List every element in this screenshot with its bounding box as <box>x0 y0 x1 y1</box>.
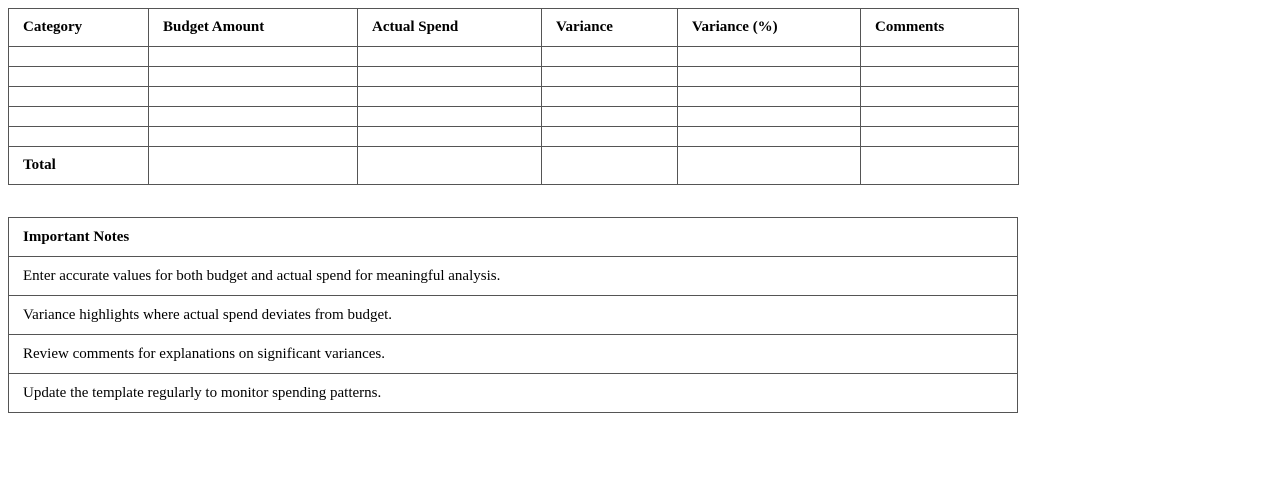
note-row <box>9 335 1018 374</box>
table-cell[interactable] <box>9 67 149 87</box>
note-row <box>9 374 1018 413</box>
table-row <box>9 87 1019 107</box>
table-cell[interactable] <box>861 67 1019 87</box>
header-row <box>9 9 1019 47</box>
table-cell[interactable] <box>358 127 542 147</box>
note-item: Enter accurate values for both budget and actual spend for meaningful analysis. <box>9 257 1018 296</box>
table-cell[interactable] <box>542 107 678 127</box>
table-cell[interactable] <box>861 127 1019 147</box>
header-budget-amount: Budget Amount <box>149 9 358 47</box>
table-cell[interactable] <box>861 87 1019 107</box>
table-cell[interactable] <box>678 47 861 67</box>
table-cell[interactable] <box>358 47 542 67</box>
header-category: Category <box>9 9 149 47</box>
table-row <box>9 67 1019 87</box>
table-cell[interactable] <box>149 47 358 67</box>
total-row <box>9 147 1019 185</box>
table-cell[interactable] <box>678 107 861 127</box>
table-cell[interactable] <box>149 87 358 107</box>
note-row <box>9 296 1018 335</box>
table-cell[interactable] <box>861 47 1019 67</box>
budget-table <box>8 8 1019 185</box>
total-actual-spend-cell[interactable] <box>358 147 542 185</box>
header-variance-percent: Variance (%) <box>678 9 861 47</box>
note-item: Review comments for explanations on significant variances. <box>9 335 1018 374</box>
important-notes-table <box>8 217 1018 413</box>
table-cell[interactable] <box>149 127 358 147</box>
table-cell[interactable] <box>149 107 358 127</box>
note-item: Update the template regularly to monitor spending patterns. <box>9 374 1018 413</box>
table-cell[interactable] <box>678 127 861 147</box>
total-label: Total <box>9 147 149 185</box>
total-budget-amount-cell[interactable] <box>149 147 358 185</box>
header-actual-spend: Actual Spend <box>358 9 542 47</box>
table-cell[interactable] <box>542 87 678 107</box>
table-cell[interactable] <box>9 47 149 67</box>
notes-header-row <box>9 218 1018 257</box>
total-variance-percent-cell[interactable] <box>678 147 861 185</box>
table-cell[interactable] <box>861 107 1019 127</box>
note-row <box>9 257 1018 296</box>
table-cell[interactable] <box>358 107 542 127</box>
total-variance-cell[interactable] <box>542 147 678 185</box>
table-cell[interactable] <box>9 87 149 107</box>
header-comments: Comments <box>861 9 1019 47</box>
table-cell[interactable] <box>149 67 358 87</box>
table-cell[interactable] <box>678 67 861 87</box>
table-row <box>9 107 1019 127</box>
table-cell[interactable] <box>9 107 149 127</box>
table-cell[interactable] <box>542 127 678 147</box>
header-variance: Variance <box>542 9 678 47</box>
table-row <box>9 127 1019 147</box>
notes-title: Important Notes <box>9 218 1018 257</box>
table-row <box>9 47 1019 67</box>
total-comments-cell[interactable] <box>861 147 1019 185</box>
table-cell[interactable] <box>358 67 542 87</box>
table-cell[interactable] <box>542 67 678 87</box>
table-cell[interactable] <box>9 127 149 147</box>
note-item: Variance highlights where actual spend deviates from budget. <box>9 296 1018 335</box>
table-cell[interactable] <box>678 87 861 107</box>
table-cell[interactable] <box>358 87 542 107</box>
table-cell[interactable] <box>542 47 678 67</box>
